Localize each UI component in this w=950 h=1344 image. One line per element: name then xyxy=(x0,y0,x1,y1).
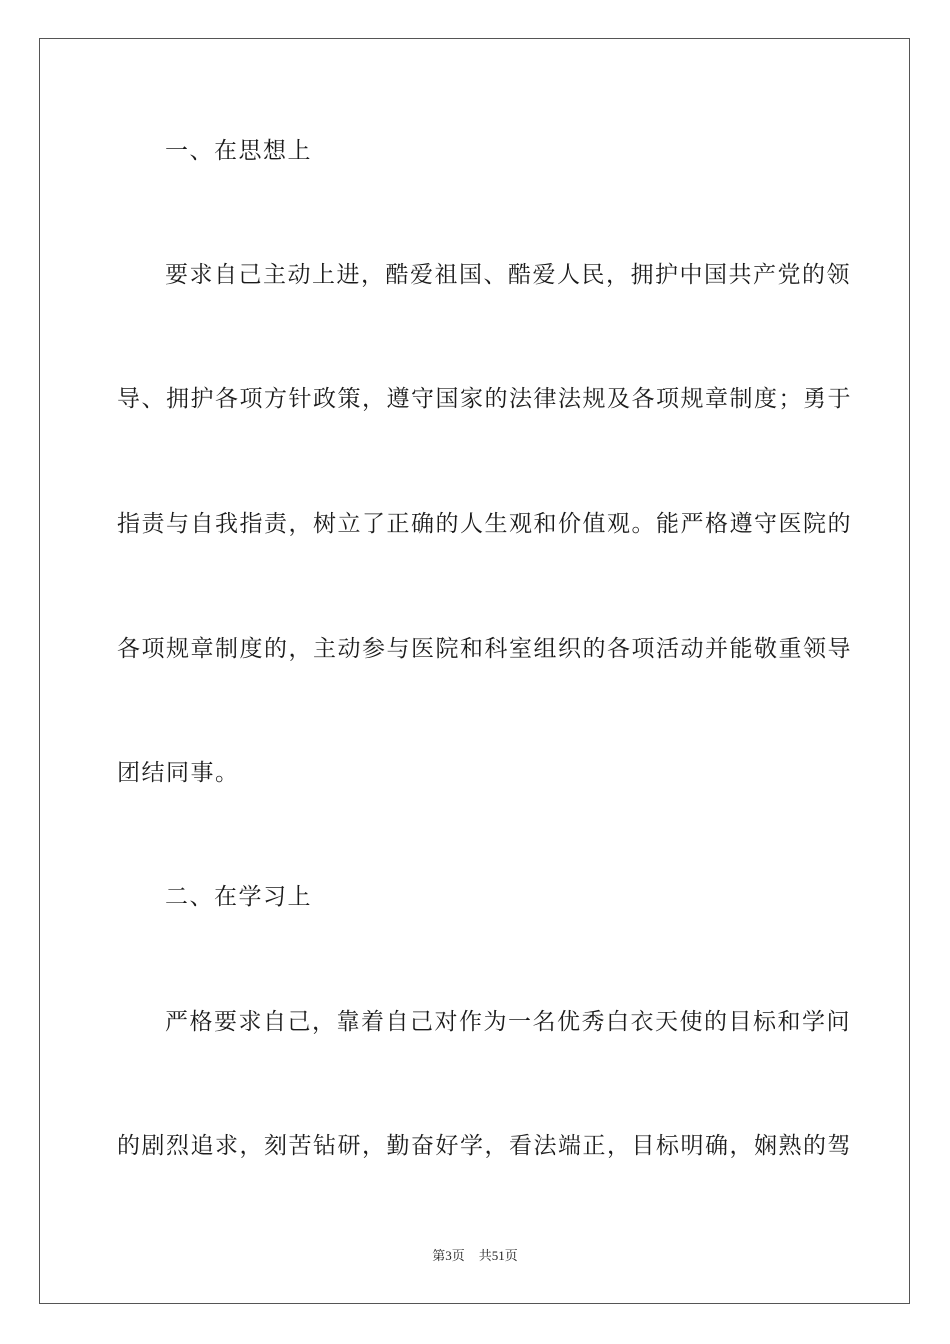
page-footer xyxy=(0,1247,950,1265)
paragraph-line: 的剧烈追求，刻苦钻研，勤奋好学，看法端正，目标明确，娴熟的驾 xyxy=(117,1133,852,1159)
paragraph-line: 严格要求自己，靠着自己对作为一名优秀白衣天使的目标和学问 xyxy=(165,1009,851,1035)
page-total: 共51页 xyxy=(478,1248,518,1263)
section-heading-2: 二、在学习上 xyxy=(165,884,312,910)
paragraph-line: 导、拥护各项方针政策，遵守国家的法律法规及各项规章制度；勇于 xyxy=(117,386,852,412)
section-heading-1: 一、在思想上 xyxy=(165,138,312,164)
paragraph-line: 指责与自我指责，树立了正确的人生观和价值观。能严格遵守医院的 xyxy=(117,511,852,537)
page-border xyxy=(39,38,910,1304)
paragraph-line: 要求自己主动上进，酷爱祖国、酷爱人民，拥护中国共产党的领 xyxy=(165,262,851,288)
paragraph-line: 各项规章制度的，主动参与医院和科室组织的各项活动并能敬重领导 xyxy=(117,636,852,662)
paragraph-line: 团结同事。 xyxy=(117,760,240,786)
page-number: 第3页 xyxy=(432,1248,465,1263)
